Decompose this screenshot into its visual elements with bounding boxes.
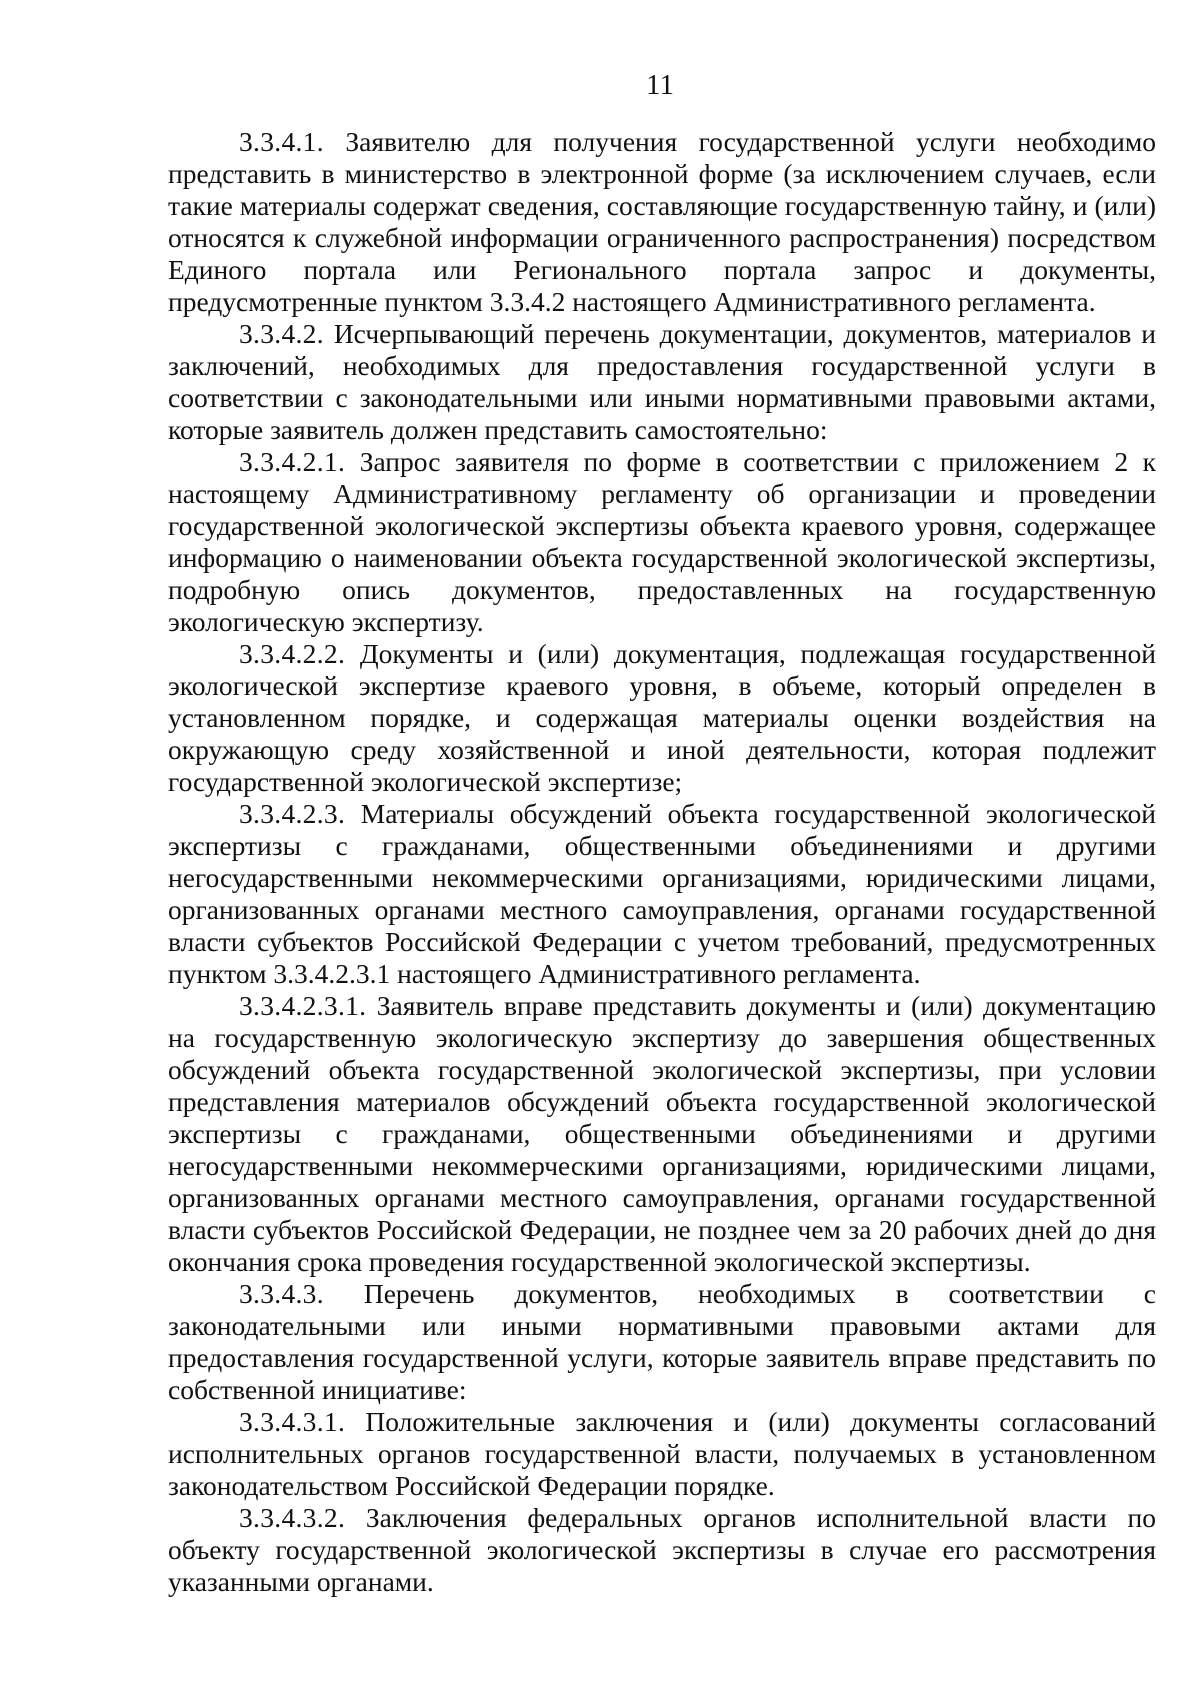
- paragraph-number: 3.3.4.3.: [239, 1278, 324, 1309]
- paragraph-number: 3.3.4.2.1.: [239, 446, 346, 477]
- paragraph-text: Заключения федеральных органов исполнительной власти по объекту государственной экологической экспертизы в случае его рассмотрения указанными органами.: [168, 1502, 1156, 1597]
- paragraph-text: Положительные заключения и (или) документы согласований исполнительных органов государственной власти, получаемых в установленном законодательством Российской Федерации порядке.: [168, 1406, 1157, 1501]
- paragraph-text: Запрос заявителя по форме в соответствии с приложением 2 к настоящему Административному регламенту об организации и проведении государственной экологической экспертизы объекта краевого уровня, содержащее информацию о наименовании объекта государственной экологической экспертизы, подробную опись документов, предоставленных на государственную экологическую экспертизу.: [168, 446, 1156, 637]
- paragraph-3-3-4-2: [168, 318, 1156, 446]
- page-number: 11: [646, 69, 674, 101]
- paragraph-number: 3.3.4.2.2.: [239, 638, 346, 669]
- paragraph-3-3-4-3-1: [168, 1406, 1156, 1502]
- paragraph-3-3-4-1: [168, 126, 1156, 318]
- document-body: [168, 126, 1156, 1598]
- paragraph-number: 3.3.4.2.3.1.: [239, 990, 367, 1021]
- paragraph-3-3-4-2-3-1: [168, 990, 1156, 1278]
- paragraph-3-3-4-2-3: [168, 798, 1156, 990]
- paragraph-number: 3.3.4.2.: [239, 318, 324, 349]
- paragraph-text: Материалы обсуждений объекта государственной экологической экспертизы с гражданами, общественными объединениями и другими негосударственными некоммерческими организациями, юридическими лицами, организованных органами местного самоуправления, органами государственной власти субъектов Российской Федерации с учетом требований, предусмотренных пунктом 3.3.4.2.3.1 настоящего Административного регламента.: [168, 798, 1156, 989]
- paragraph-number: 3.3.4.3.2.: [239, 1502, 346, 1533]
- paragraph-text: Исчерпывающий перечень документации, документов, материалов и заключений, необходимых для предоставления государственной услуги в соответствии с законодательными или иными нормативными правовыми актами, которые заявитель должен представить самостоятельно:: [168, 318, 1157, 445]
- paragraph-text: Перечень документов, необходимых в соответствии с законодательными или иными нормативными правовыми актами для предоставления государственной услуги, которые заявитель вправе представить по собственной инициативе:: [168, 1278, 1157, 1405]
- paragraph-3-3-4-2-1: [168, 446, 1156, 638]
- paragraph-number: 3.3.4.1.: [239, 126, 324, 157]
- paragraph-text: Документы и (или) документация, подлежащая государственной экологической экспертизе краевого уровня, в объеме, который определен в установленном порядке, и содержащая материалы оценки воздействия на окружающую среду хозяйственной и иной деятельности, которая подлежит государственной экологической экспертизе;: [168, 638, 1157, 797]
- paragraph-number: 3.3.4.2.3.: [239, 798, 346, 829]
- paragraph-number: 3.3.4.3.1.: [239, 1406, 346, 1437]
- paragraph-3-3-4-2-2: [168, 638, 1156, 798]
- paragraph-text: Заявитель вправе представить документы и (или) документацию на государственную экологическую экспертизу до завершения общественных обсуждений объекта государственной экологической экспертизы, при условии представления материалов обсуждений объекта государственной экологической экспертизы с гражданами, общественными объединениями и другими негосударственными некоммерческими организациями, юридическими лицами, организованных органами местного самоуправления, органами государственной власти субъектов Российской Федерации, не позднее чем за 20 рабочих дней до дня окончания срока проведения государственной экологической экспертизы.: [168, 990, 1156, 1277]
- paragraph-3-3-4-3: [168, 1278, 1156, 1406]
- paragraph-3-3-4-3-2: [168, 1502, 1156, 1598]
- paragraph-text: Заявителю для получения государственной услуги необходимо представить в министерство в электронной форме (за исключением случаев, если такие материалы содержат сведения, составляющие государственную тайну, и (или) относятся к служебной информации ограниченного распространения) посредством Единого портала или Регионального портала запрос и документы, предусмотренные пунктом 3.3.4.2 настоящего Административного регламента.: [168, 126, 1156, 317]
